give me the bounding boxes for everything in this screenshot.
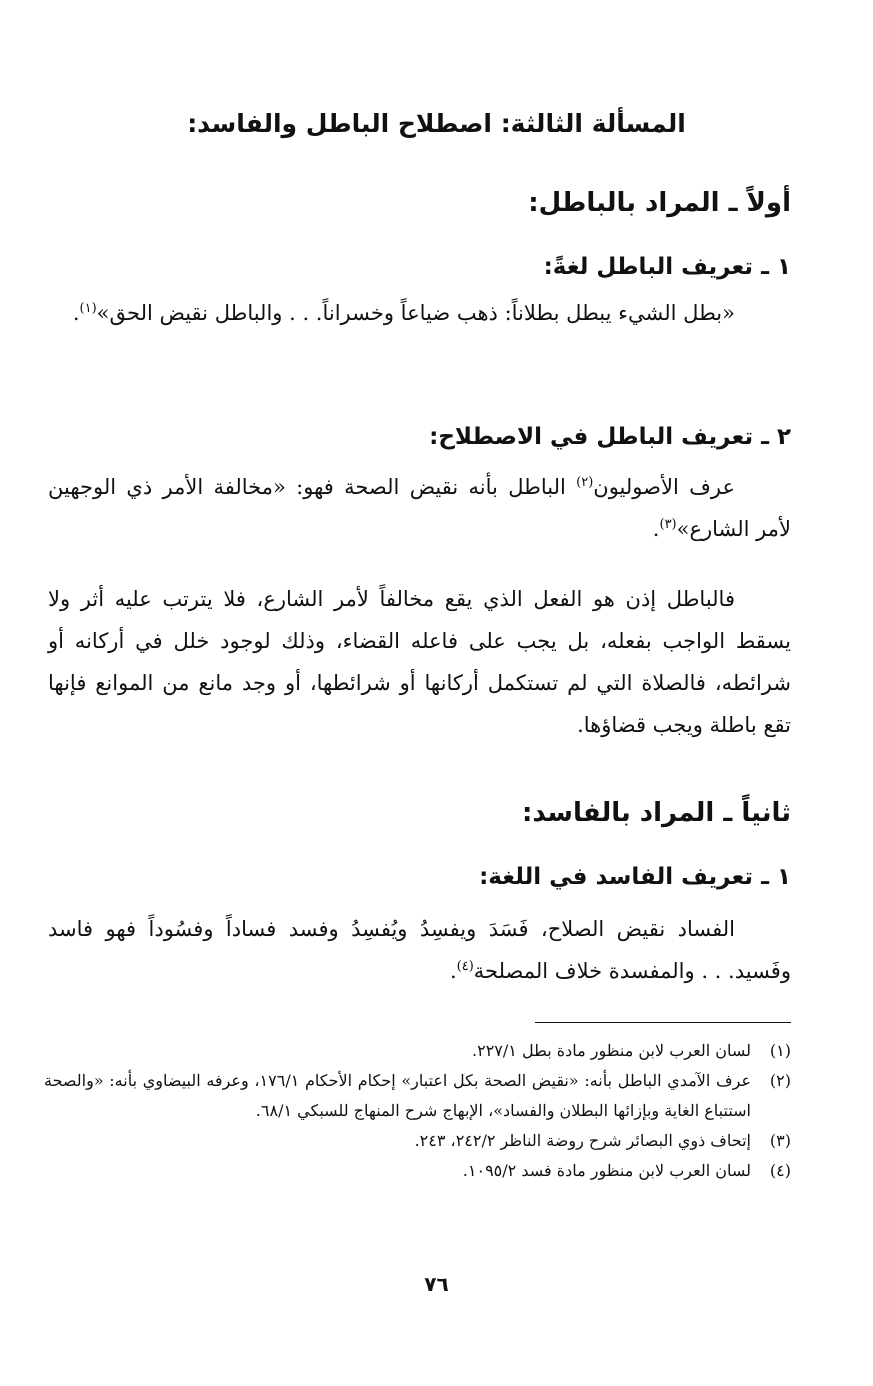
paragraph-text-a: عرف الأصوليون: [593, 475, 735, 499]
paragraph-end: .: [449, 959, 457, 983]
paragraph-corrupt-language: [48, 908, 791, 992]
footnote-number: (١): [769, 1041, 791, 1060]
footnote-separator: [535, 1022, 791, 1023]
paragraph-text: فالباطل إذن هو الفعل الذي يقع مخالفاً لأمر الشارع، فلا يترتب عليه أثر ولا يسقط الواجب بفعله، بل يجب على فاعله القضاء، وذلك لوجود خلل في أركانه أو شرائطه، فالصلاة التي لم تستكمل أركانها أو شرائطها، أو وجد مانع من الموانع فإنها تقع باطلة ويجب قضاؤها.: [48, 587, 791, 737]
paragraph-end: .: [652, 517, 660, 541]
footnote-item: [44, 1126, 791, 1156]
footnote-ref-3[interactable]: (٣): [659, 517, 677, 532]
footnotes-list: [44, 1036, 791, 1186]
footnote-item: [44, 1156, 791, 1186]
footnote-text: عرف الآمدي الباطل بأنه: «نقيض الصحة بكل اعتبار» إحكام الأحكام ١٧٦/١، وعرفه البيضاوي بأنه: «والصحة استتباع الغاية وبإزائها البطلان والفساد»، الإبهاج شرح المنهاج للسبكي ٦٨/١.: [44, 1071, 751, 1120]
paragraph-invalid-term: [48, 466, 791, 550]
footnote-number: (٣): [769, 1131, 791, 1150]
paragraph-invalid-language: [48, 292, 791, 334]
section-heading-corrupt: ثانياً ـ المراد بالفاسد:: [522, 798, 791, 828]
paragraph-end: .: [72, 301, 80, 325]
footnote-number: (٢): [769, 1071, 791, 1090]
subheading-corrupt-language: ١ ـ تعريف الفاسد في اللغة:: [479, 864, 791, 890]
paragraph-text: «بطل الشيء يبطل بطلاناً: ذهب ضياعاً وخسراناً. . . والباطل نقيض الحق»: [96, 301, 735, 325]
paragraph-invalid-conclusion: [48, 578, 791, 746]
chapter-title: المسألة الثالثة: اصطلاح الباطل والفاسد:: [187, 109, 686, 138]
page-number: ٧٦: [424, 1272, 449, 1296]
subheading-invalid-term: ٢ ـ تعريف الباطل في الاصطلاح:: [429, 424, 791, 450]
footnote-text: لسان العرب لابن منظور مادة فسد ١٠٩٥/٢.: [462, 1161, 751, 1180]
footnote-ref-2[interactable]: (٢): [576, 475, 594, 490]
footnote-item: [44, 1066, 791, 1126]
subheading-invalid-language: ١ ـ تعريف الباطل لغةً:: [543, 254, 791, 280]
footnote-number: (٤): [769, 1161, 791, 1180]
paragraph-text: الفساد نقيض الصلاح، فَسَدَ ويفسِدُ ويُفسِدُ وفسد فساداً وفسُوداً فهو فاسد وفَسيد. . . والمفسدة خلاف المصلحة: [48, 917, 791, 983]
footnote-text: لسان العرب لابن منظور مادة بطل ٢٢٧/١.: [472, 1041, 751, 1060]
footnote-ref-4[interactable]: (٤): [456, 959, 474, 974]
footnote-item: [44, 1036, 791, 1066]
footnote-ref-1[interactable]: (١): [79, 301, 97, 316]
paragraph-text-b: الباطل بأنه نقيض الصحة فهو: «مخالفة الأمر ذي الوجهين لأمر الشارع»: [48, 475, 791, 541]
footnote-text: إتحاف ذوي البصائر شرح روضة الناظر ٢٤٢/٢، ٢٤٣.: [414, 1131, 751, 1150]
section-heading-invalid: أولاً ـ المراد بالباطل:: [528, 188, 791, 218]
